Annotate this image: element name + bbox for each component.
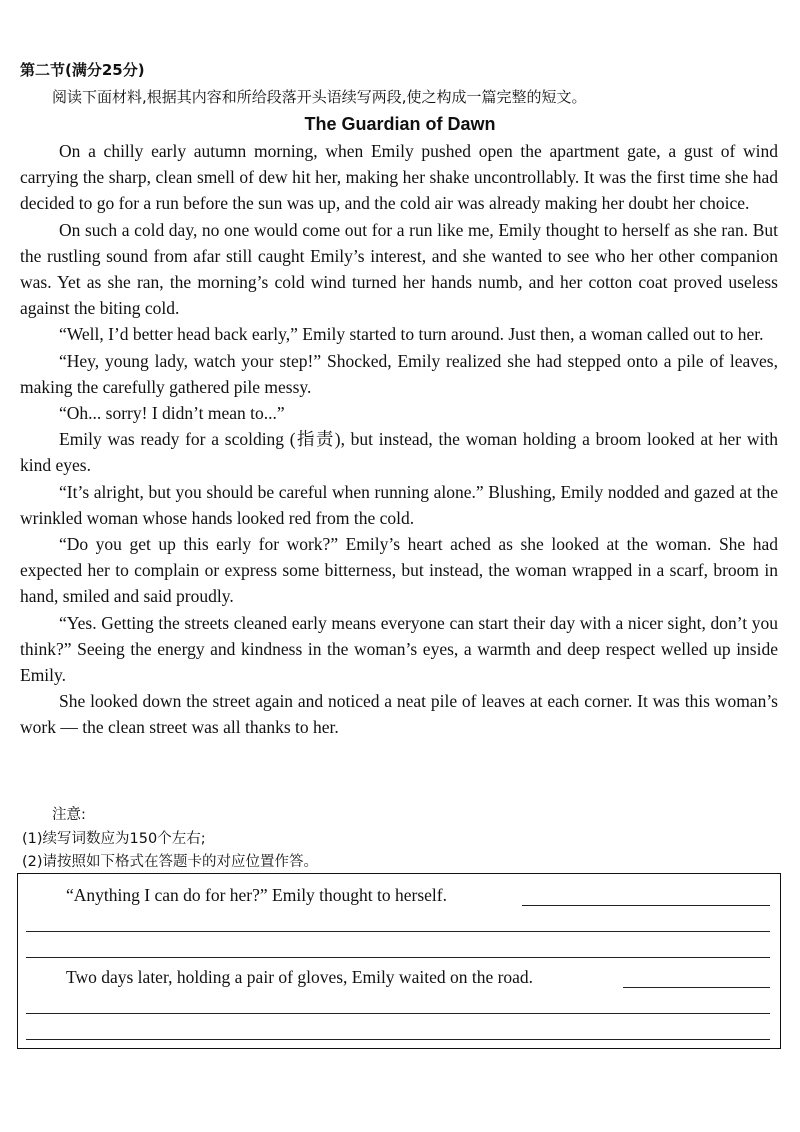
continuation-prompt-2: Two days later, holding a pair of gloves, Emily waited on the road. xyxy=(66,967,534,987)
passage-paragraph: “Well, I’d better head back early,” Emily started to turn around. Just then, a woman called out to her. xyxy=(59,324,764,345)
writing-line[interactable] xyxy=(26,931,770,932)
note-item-format: (2)请按照如下格式在答题卡的对应位置作答。 xyxy=(22,854,319,870)
passage-paragraph: Emily was ready for a scolding (指责), but instead, the woman holding a broom looked at her with kind eyes. xyxy=(20,429,778,476)
writing-line[interactable] xyxy=(522,905,770,906)
passage-title: The Guardian of Dawn xyxy=(304,114,496,134)
note-item-word-count: (1)续写词数应为150个左右; xyxy=(22,831,206,847)
writing-line[interactable] xyxy=(623,987,770,988)
section-heading: 第二节(满分25分) xyxy=(20,61,145,79)
answer-box xyxy=(17,873,781,1049)
notes-label: 注意: xyxy=(52,807,86,823)
reading-passage xyxy=(20,138,778,741)
writing-line[interactable] xyxy=(26,1039,770,1040)
passage-paragraph: On such a cold day, no one would come out for a run like me, Emily thought to herself as she ran. But the rustling sound from afar still caught Emily’s interest, and she wanted to see who her other companion was. Yet as she ran, the morning’s cold wind turned her hands numb, and her cotton coat proved useless against the biting cold. xyxy=(20,219,778,319)
continuation-prompt-1: “Anything I can do for her?” Emily thought to herself. xyxy=(66,885,448,905)
passage-paragraph: “Yes. Getting the streets cleaned early means everyone can start their day with a nicer sight, don’t you think?” Seeing the energy and kindness in the woman’s eyes, a warmth and deep respect welled up inside Emily. xyxy=(20,612,778,686)
passage-paragraph: “Do you get up this early for work?” Emily’s heart ached as she looked at the woman. She had expected her to complain or express some bitterness, but instead, the woman wrapped in a scarf, broom in hand, smiled and said proudly. xyxy=(20,534,778,607)
passage-paragraph: “Hey, young lady, watch your step!” Shocked, Emily realized she had stepped onto a pile of leaves, making the carefully gathered pile messy. xyxy=(20,350,778,397)
passage-paragraph: She looked down the street again and noticed a neat pile of leaves at each corner. It was this woman’s work — the clean street was all thanks to her. xyxy=(20,691,778,738)
task-instruction: 阅读下面材料,根据其内容和所给段落开头语续写两段,使之构成一篇完整的短文。 xyxy=(52,88,587,106)
writing-line[interactable] xyxy=(26,957,770,958)
passage-paragraph: “It’s alright, but you should be careful when running alone.” Blushing, Emily nodded and gazed at the wrinkled woman whose hands looked red from the cold. xyxy=(20,481,778,528)
passage-paragraph: “Oh... sorry! I didn’t mean to...” xyxy=(59,403,285,424)
writing-line[interactable] xyxy=(26,1013,770,1014)
passage-paragraph: On a chilly early autumn morning, when Emily pushed open the apartment gate, a gust of wind carrying the sharp, clean smell of dew hit her, making her shake uncontrollably. It was the first time she had decided to go for a run before the sun was up, and the cold air was already making her doubt her choice. xyxy=(20,141,778,214)
